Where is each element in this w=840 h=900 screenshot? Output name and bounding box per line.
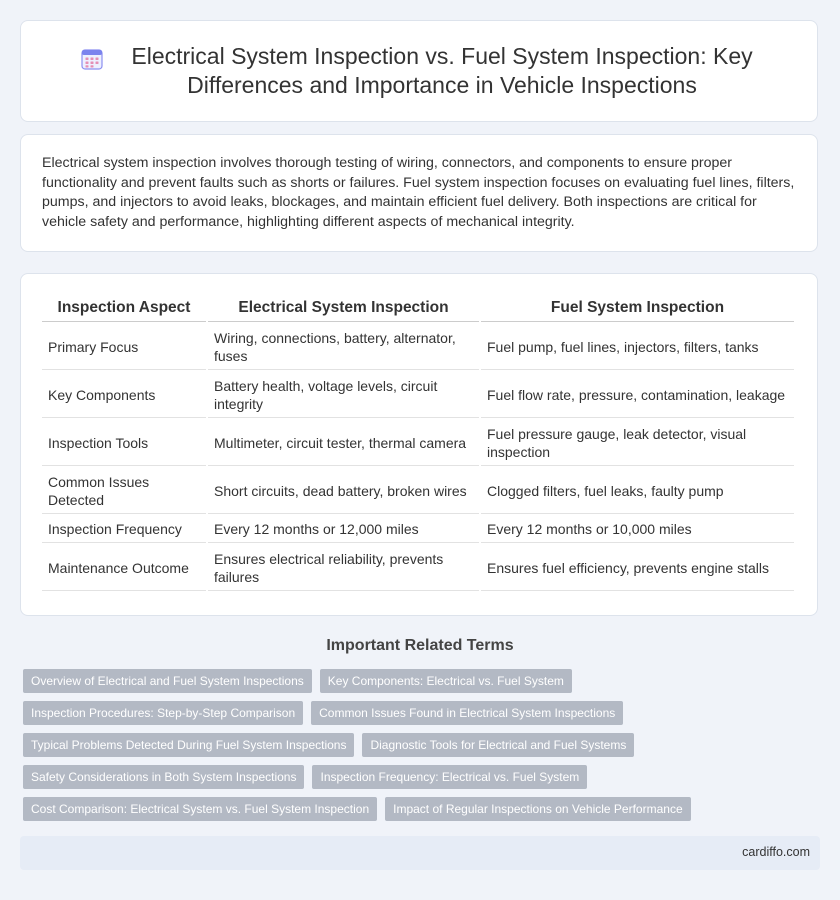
related-term-tag[interactable]: Impact of Regular Inspections on Vehicle Performance (385, 797, 691, 821)
row-aspect: Inspection Frequency (42, 516, 206, 543)
row-fuel: Clogged filters, fuel leaks, faulty pump (481, 468, 794, 514)
row-aspect: Primary Focus (42, 324, 206, 370)
related-terms-list (23, 669, 813, 829)
related-term-tag[interactable]: Typical Problems Detected During Fuel System Inspections (23, 733, 354, 757)
intro-paragraph: Electrical system inspection involves thorough testing of wiring, connectors, and components to ensure proper functionality and prevent faults such as shorts or failures. Fuel system inspection focuses on evaluating fuel lines, filters, pumps, and injectors to avoid leaks, blockages, and maintain efficient fuel delivery. Both inspections are critical for vehicle safety and performance, highlighting different aspects of mechanical integrity. (42, 155, 795, 230)
row-fuel: Every 12 months or 10,000 miles (481, 516, 794, 543)
related-term-tag[interactable]: Inspection Procedures: Step-by-Step Comparison (23, 701, 303, 725)
related-term-tag[interactable]: Overview of Electrical and Fuel System Inspections (23, 669, 312, 693)
calendar-icon (81, 48, 103, 70)
related-term-tag[interactable]: Common Issues Found in Electrical System Inspections (311, 701, 623, 725)
related-term-tag[interactable]: Safety Considerations in Both System Inspections (23, 765, 304, 789)
title-card (20, 20, 818, 122)
row-electrical: Multimeter, circuit tester, thermal camera (208, 420, 479, 466)
table-row (42, 468, 794, 514)
header-inspection-aspect: Inspection Aspect (42, 293, 206, 322)
header-electrical-system: Electrical System Inspection (208, 293, 479, 322)
intro-card (20, 134, 818, 252)
row-fuel: Fuel pressure gauge, leak detector, visual inspection (481, 420, 794, 466)
row-electrical: Every 12 months or 12,000 miles (208, 516, 479, 543)
table-row (42, 372, 794, 418)
comparison-table (40, 291, 796, 593)
row-electrical: Battery health, voltage levels, circuit integrity (208, 372, 479, 418)
related-term-tag[interactable]: Key Components: Electrical vs. Fuel System (320, 669, 572, 693)
related-term-tag[interactable]: Cost Comparison: Electrical System vs. Fuel System Inspection (23, 797, 377, 821)
row-fuel: Fuel pump, fuel lines, injectors, filters, tanks (481, 324, 794, 370)
row-aspect: Key Components (42, 372, 206, 418)
row-aspect: Common Issues Detected (42, 468, 206, 514)
table-row (42, 420, 794, 466)
page-title: Electrical System Inspection vs. Fuel System Inspection: Key Differences and Importance in Vehicle Inspections (131, 43, 753, 98)
row-electrical: Short circuits, dead battery, broken wires (208, 468, 479, 514)
comparison-table-card (20, 273, 818, 616)
row-electrical: Wiring, connections, battery, alternator, fuses (208, 324, 479, 370)
table-row (42, 516, 794, 543)
row-aspect: Inspection Tools (42, 420, 206, 466)
related-term-tag[interactable]: Inspection Frequency: Electrical vs. Fuel System (312, 765, 587, 789)
footer (20, 836, 820, 870)
row-fuel: Ensures fuel efficiency, prevents engine stalls (481, 545, 794, 591)
table-row (42, 545, 794, 591)
table-row (42, 324, 794, 370)
related-terms-title: Important Related Terms (326, 637, 514, 654)
footer-site-link[interactable]: cardiffo.com (742, 845, 810, 859)
row-aspect: Maintenance Outcome (42, 545, 206, 591)
table-header-row (42, 293, 794, 322)
row-electrical: Ensures electrical reliability, prevents failures (208, 545, 479, 591)
header-fuel-system: Fuel System Inspection (481, 293, 794, 322)
related-term-tag[interactable]: Diagnostic Tools for Electrical and Fuel Systems (362, 733, 634, 757)
row-fuel: Fuel flow rate, pressure, contamination, leakage (481, 372, 794, 418)
